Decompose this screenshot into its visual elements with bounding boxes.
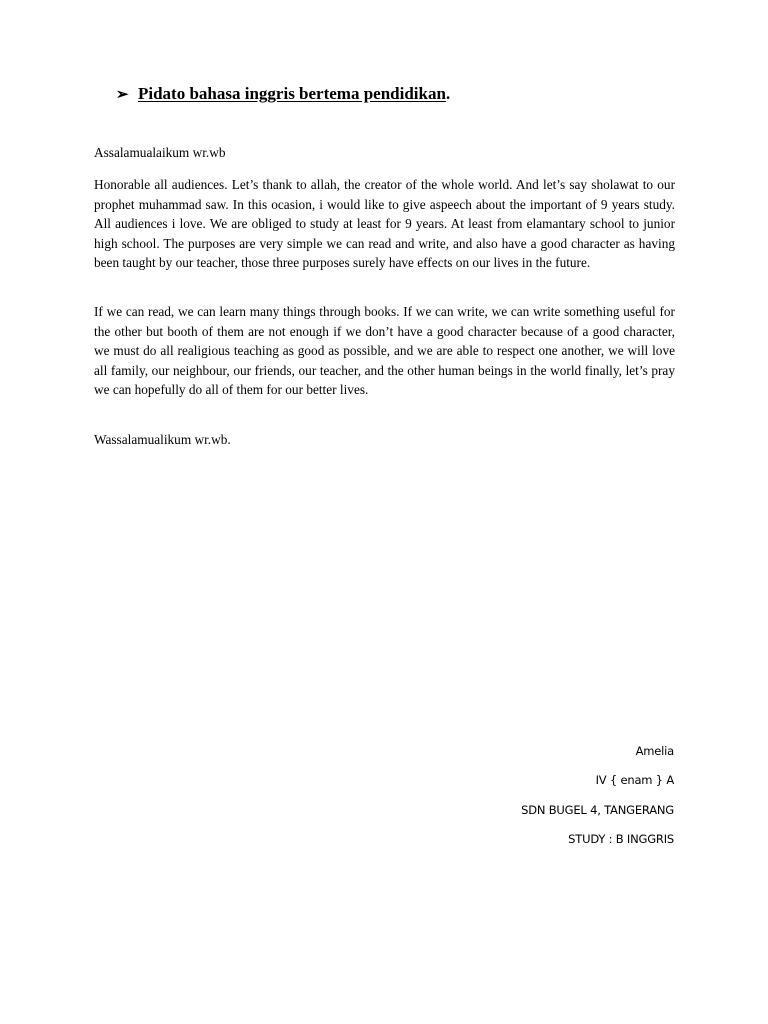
heading-title: Pidato bahasa inggris bertema pendidikan <box>138 84 446 103</box>
signature-name: Amelia <box>635 744 674 758</box>
signature-class: IV { enam } A <box>595 773 674 787</box>
speech-paragraph-2: If we can read, we can learn many things through books. If we can write, we can write something useful for the other but booth of them are not enough if we don’t have a good character because of a good character, we must do all realigious teaching as good as possible, and we are able to respect one another, we will love all family, our neighbour, our friends, our teacher, and the other human beings in the world finally, let’s pray we can hopefully do all of them for our better lives. <box>94 304 675 397</box>
speech-paragraph-1: Honorable all audiences. Let’s thank to allah, the creator of the whole world. And let’s say sholawat to our prophet muhammad saw. In this ocasion, i would like to give aspeech about the important of 9 years study. All audiences i love. We are obliged to study at least for 9 years. At least from elamantary school to junior high school. The purposes are very simple we can read and write, and also have a good character as having been taught by our teacher, those three purposes surely have effects on our lives in the future. <box>94 177 675 270</box>
heading-period: . <box>445 84 451 103</box>
signature-school: SDN BUGEL 4, TANGERANG <box>521 803 674 817</box>
document-heading <box>116 84 450 104</box>
signature-study: STUDY : B INGGRIS <box>568 832 674 846</box>
closing-line: Wassalamualikum wr.wb. <box>94 432 231 447</box>
arrowhead-bullet-icon: ➢ <box>116 87 129 103</box>
greeting-line: Assalamualaikum wr.wb <box>94 145 226 160</box>
